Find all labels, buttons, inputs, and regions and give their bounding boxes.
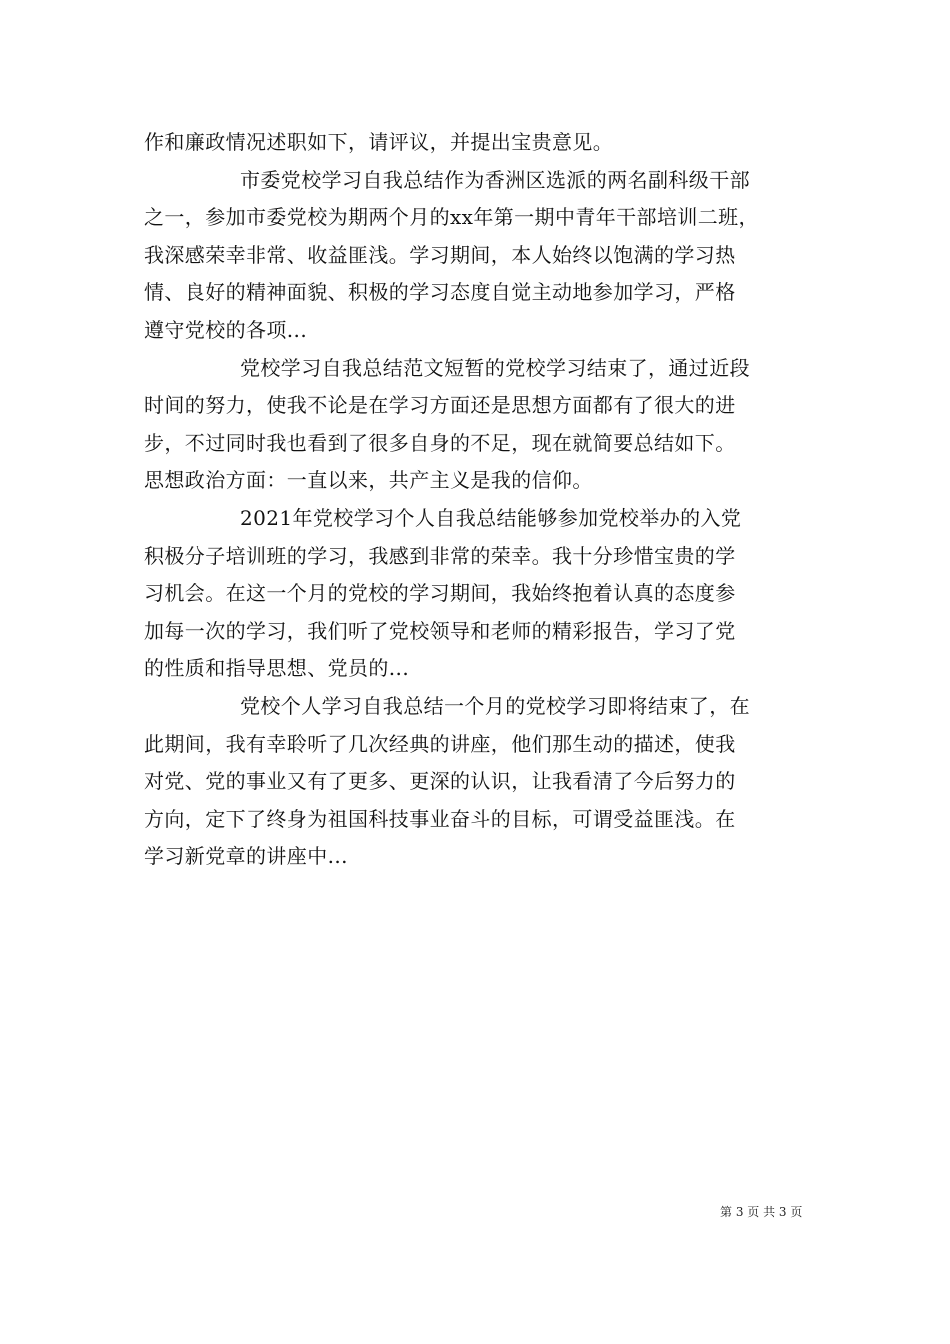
text-line: 思想政治方面：一直以来，共产主义是我的信仰。 (144, 468, 593, 493)
text-line: 我深感荣幸非常、收益匪浅。学习期间，本人始终以饱满的学习热 (144, 242, 736, 267)
paragraph-start-line: 市委党校学习自我总结作为香洲区选派的两名副科级干部 (240, 167, 750, 192)
text-line: 遵守党校的各项... (144, 317, 308, 342)
text-line: 之一，参加市委党校为期两个月的xx年第一期中青年干部培训二班， (144, 205, 759, 230)
text-line: 对党、党的事业又有了更多、更深的认识，让我看清了今后努力的 (144, 769, 736, 794)
text-line: 步，不过同时我也看到了很多自身的不足，现在就简要总结如下。 (144, 430, 736, 455)
text-line: 学习新党章的讲座中... (144, 844, 348, 869)
paragraph-start-line: 2021年党校学习个人自我总结能够参加党校举办的入党 (240, 505, 742, 530)
text-line: 加每一次的学习，我们听了党校领导和老师的精彩报告，学习了党 (144, 618, 736, 643)
text-line: 的性质和指导思想、党员的... (144, 656, 410, 681)
paragraph-start-line: 党校个人学习自我总结一个月的党校学习即将结束了，在 (240, 693, 750, 718)
text-line: 方向，定下了终身为祖国科技事业奋斗的目标，可谓受益匪浅。在 (144, 806, 736, 831)
page-number-footer: 第 3 页 共 3 页 (720, 1205, 803, 1219)
paragraph-start-line: 党校学习自我总结范文短暂的党校学习结束了，通过近段 (240, 355, 750, 380)
text-line: 情、良好的精神面貌、积极的学习态度自觉主动地参加学习，严格 (144, 280, 736, 305)
text-line: 作和廉政情况述职如下，请评议，并提出宝贵意见。 (144, 130, 614, 154)
text-line: 积极分子培训班的学习，我感到非常的荣幸。我十分珍惜宝贵的学 (144, 543, 736, 568)
text-line: 此期间，我有幸聆听了几次经典的讲座，他们那生动的描述，使我 (144, 731, 736, 756)
text-line: 时间的努力，使我不论是在学习方面还是思想方面都有了很大的进 (144, 393, 736, 418)
text-line: 习机会。在这一个月的党校的学习期间，我始终抱着认真的态度参 (144, 581, 736, 606)
document-body (144, 124, 808, 876)
